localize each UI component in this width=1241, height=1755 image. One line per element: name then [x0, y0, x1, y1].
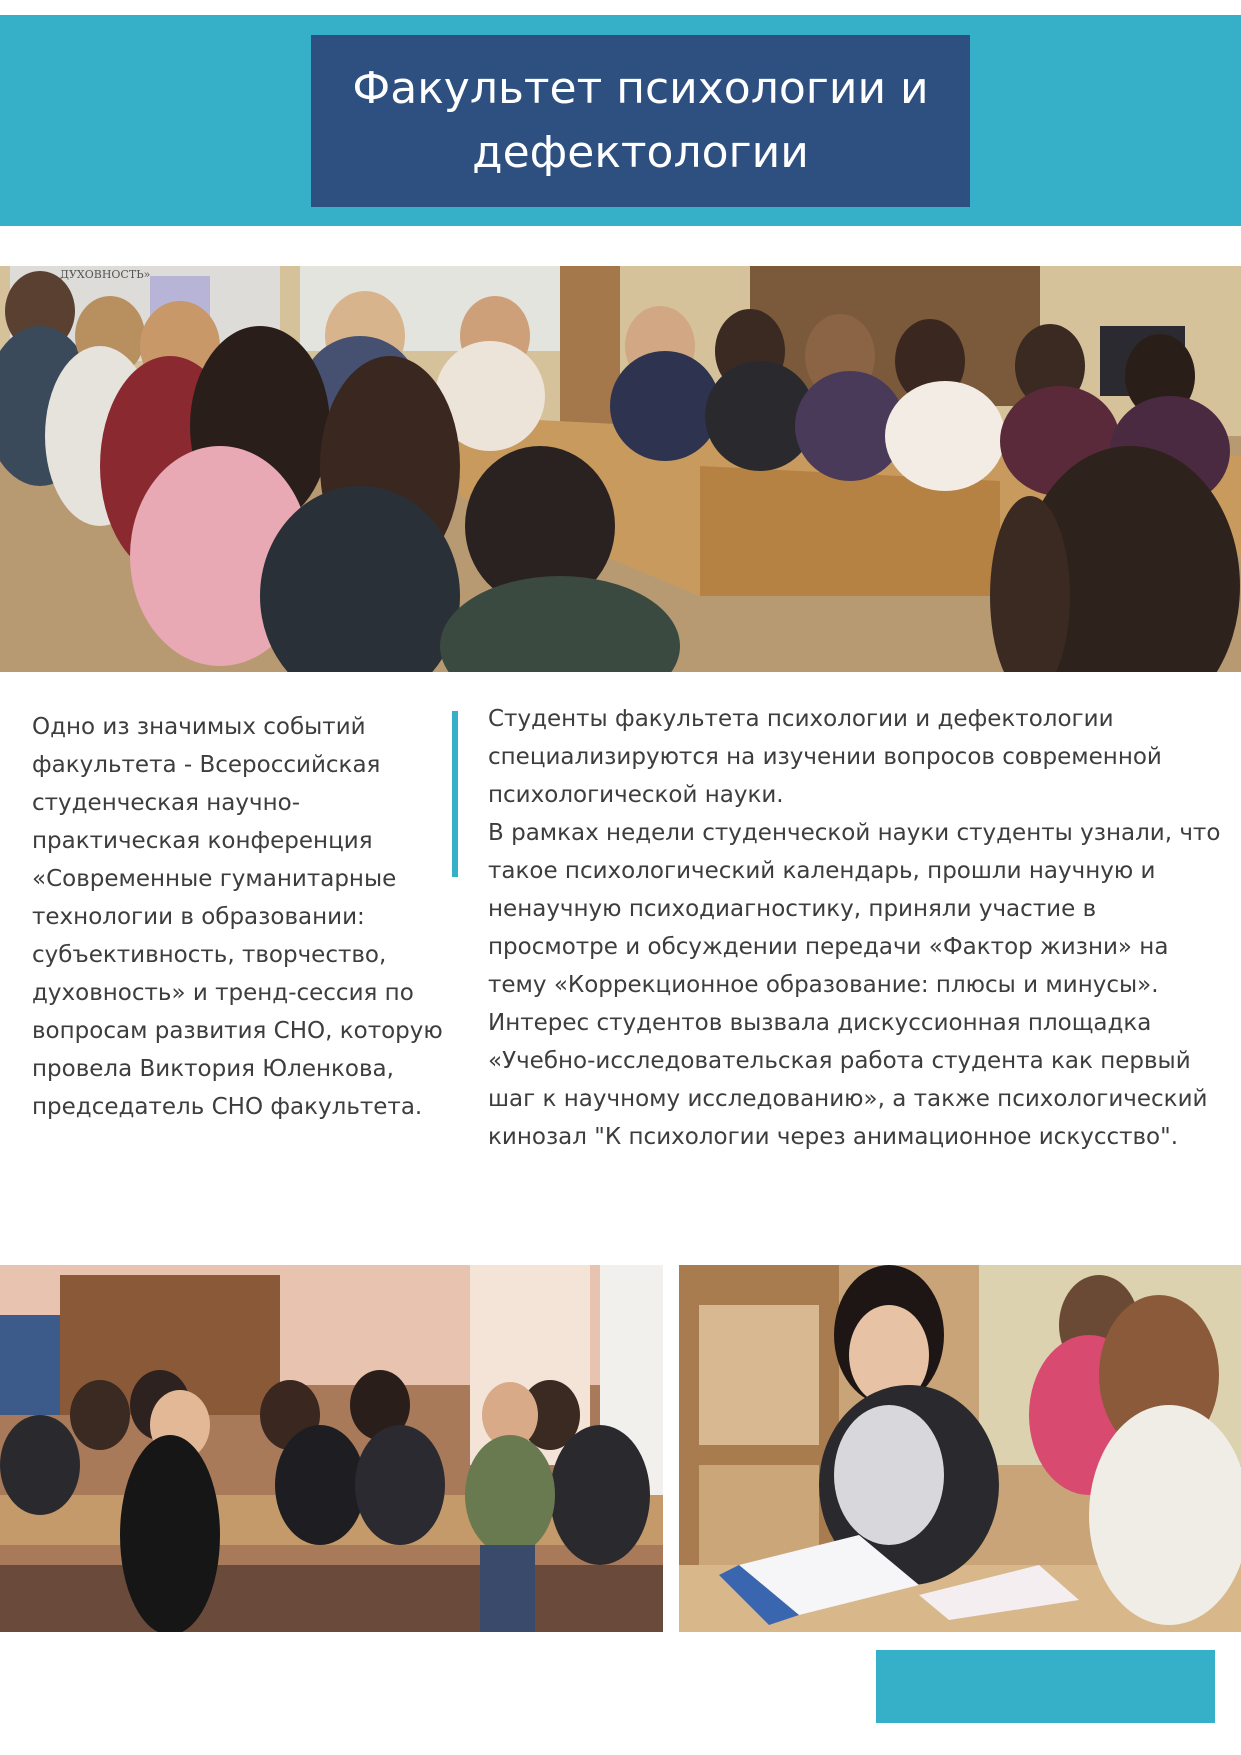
right-paragraph-1: Студенты факультета психологии и дефектологии специализируются на изучении вопросов современной психологической науки.: [488, 706, 1162, 808]
conference-photo: [0, 266, 1241, 672]
right-column: [488, 700, 1228, 1156]
board-text: ДУХОВНОСТЬ»: [60, 268, 151, 281]
column-divider: [452, 711, 458, 877]
page-title: Факультет психологии и дефектологии: [352, 63, 929, 178]
students-reading-photo: [679, 1265, 1241, 1632]
footer-accent-bar: [876, 1650, 1215, 1723]
left-column-text: Одно из значимых событий факультета - Всероссийская студенческая научно-практическая конференция «Современные гуманитарные технологии в образовании: субъективность, творчество, духовность» и тренд-сессия по вопросам развития СНО, которую провела Виктория Юленкова, председатель СНО факультета.: [32, 714, 443, 1120]
right-paragraph-3: Интерес студентов вызвала дискуссионная площадка «Учебно-исследовательская работа студента как первый шаг к научному исследованию», а также психологический кинозал "К психологии через анимационное искусство".: [488, 1010, 1208, 1150]
classroom-group-photo: [0, 1265, 663, 1632]
title-box: [311, 35, 970, 207]
right-paragraph-2: В рамках недели студенческой науки студенты узнали, что такое психологический календарь, прошли научную и ненаучную психодиагностику, приняли участие в просмотре и обсуждении передачи «Фактор жизни» на тему «Коррекционное образование: плюсы и минусы».: [488, 820, 1221, 998]
